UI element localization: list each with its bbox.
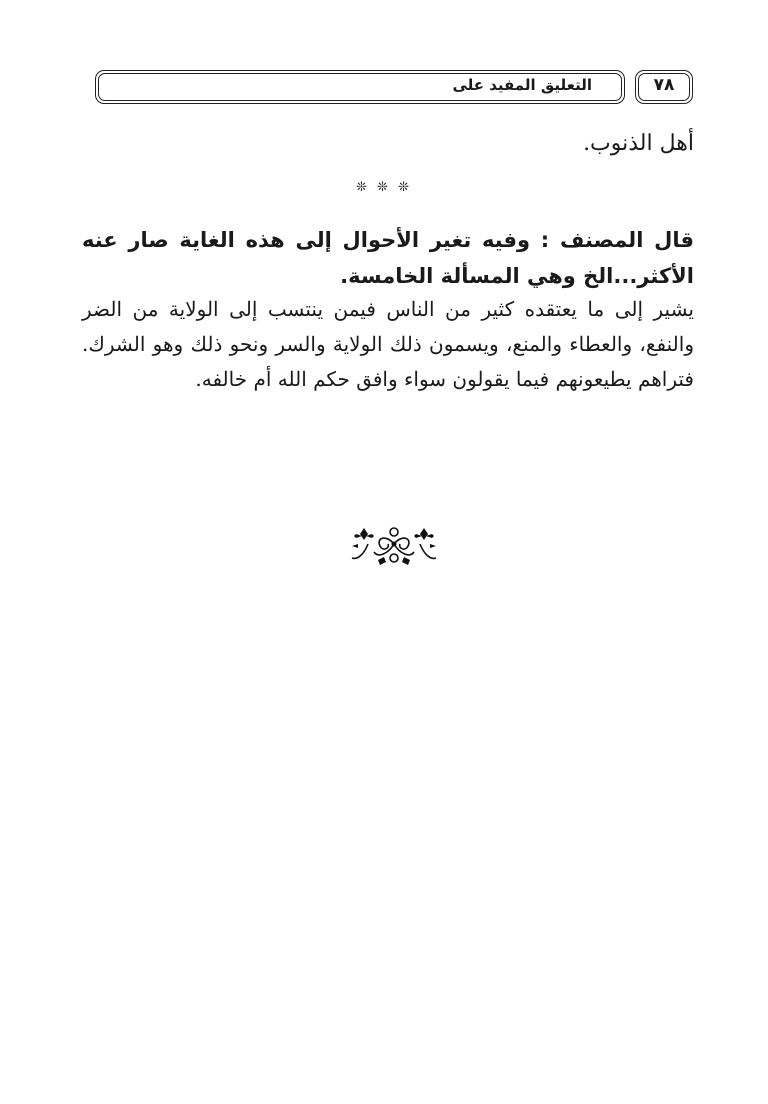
first-line-text: أهل الذنوب. xyxy=(583,131,694,156)
page-header xyxy=(95,70,693,106)
commentary-paragraph: يشير إلى ما يعتقده كثير من الناس فيمن ينتسب إلى الولاية من الضر والنفع، والعطاء والمنع، ويسمون ذلك الولاية والسر ونحو ذلك وهو الشرك. فتراهم يطيعونهم فيما يقولون سواء وافق حكم الله أم خالفه. xyxy=(82,297,694,391)
page-number: ٧٨ xyxy=(653,75,675,95)
floral-ornament-icon xyxy=(348,520,440,568)
page-number-frame xyxy=(635,70,693,104)
running-title: التعليق المفيد على xyxy=(452,76,592,94)
section-separator: ❊ ❊ ❊ xyxy=(356,180,412,195)
section-heading: قال المصنف : وفيه تغير الأحوال إلى هذه الغاية صار عنه الأكثر...الخ وهي المسألة الخامسة. xyxy=(82,228,694,288)
running-title-frame xyxy=(95,70,625,104)
floral-ornament-svg xyxy=(348,520,440,568)
